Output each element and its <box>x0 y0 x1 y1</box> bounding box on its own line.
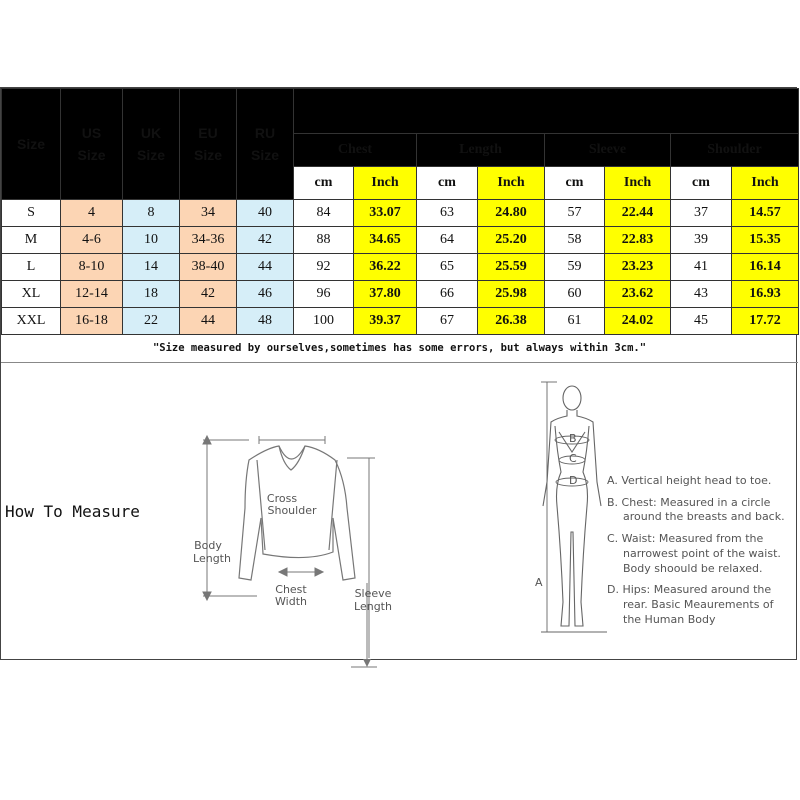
cell-ru: 48 <box>237 308 294 335</box>
cell-shoulder-inch: 15.35 <box>732 227 799 254</box>
cell-length-inch: 25.98 <box>478 281 545 308</box>
cell-chest-inch: 37.80 <box>354 281 417 308</box>
cell-chest-cm: 84 <box>294 200 354 227</box>
body-length-label: Body <box>194 539 222 552</box>
cell-sleeve-inch: 23.62 <box>605 281 671 308</box>
unit-inch: Inch <box>354 167 417 200</box>
cell-sleeve-cm: 58 <box>545 227 605 254</box>
header-size: Size <box>2 89 61 200</box>
cell-eu: 42 <box>180 281 237 308</box>
measurement-legend <box>607 474 787 634</box>
cell-eu: 34-36 <box>180 227 237 254</box>
unit-inch: Inch <box>732 167 799 200</box>
cell-us: 16-18 <box>61 308 123 335</box>
cell-eu: 38-40 <box>180 254 237 281</box>
cell-shoulder-cm: 45 <box>671 308 732 335</box>
sleeve-length-diagram <box>341 583 411 673</box>
cell-chest-inch: 39.37 <box>354 308 417 335</box>
garment-diagram-labels <box>187 400 407 608</box>
cross-shoulder-label-2: Shoulder <box>267 504 317 517</box>
cell-chest-inch: 34.65 <box>354 227 417 254</box>
table-row <box>2 227 799 254</box>
cell-size: S <box>2 200 61 227</box>
cell-eu: 44 <box>180 308 237 335</box>
cell-eu: 34 <box>180 200 237 227</box>
header-uk-size: UK Size <box>123 89 180 200</box>
cell-length-inch: 26.38 <box>478 308 545 335</box>
cell-chest-cm: 92 <box>294 254 354 281</box>
cell-shoulder-cm: 37 <box>671 200 732 227</box>
cell-ru: 42 <box>237 227 294 254</box>
cell-uk: 10 <box>123 227 180 254</box>
cell-shoulder-inch: 16.14 <box>732 254 799 281</box>
cell-chest-cm: 100 <box>294 308 354 335</box>
cell-uk: 14 <box>123 254 180 281</box>
cell-shoulder-cm: 41 <box>671 254 732 281</box>
cell-size: XXL <box>2 308 61 335</box>
size-chart-sheet <box>0 87 797 660</box>
cell-length-cm: 66 <box>417 281 478 308</box>
cell-chest-inch: 33.07 <box>354 200 417 227</box>
cell-shoulder-inch: 17.72 <box>732 308 799 335</box>
header-chest: Chest <box>294 134 417 167</box>
cell-size: XL <box>2 281 61 308</box>
cell-us: 4-6 <box>61 227 123 254</box>
unit-inch: Inch <box>478 167 545 200</box>
cell-uk: 8 <box>123 200 180 227</box>
header-eu-size: EU Size <box>180 89 237 200</box>
cell-size: L <box>2 254 61 281</box>
cell-ru: 46 <box>237 281 294 308</box>
table-row <box>2 254 799 281</box>
unit-cm: cm <box>294 167 354 200</box>
cell-chest-cm: 88 <box>294 227 354 254</box>
header-sleeve: Sleeve <box>545 134 671 167</box>
body-diagram <box>527 382 607 644</box>
cell-length-inch: 25.20 <box>478 227 545 254</box>
header-length: Length <box>417 134 545 167</box>
cell-length-inch: 25.59 <box>478 254 545 281</box>
cell-length-cm: 64 <box>417 227 478 254</box>
cell-length-cm: 65 <box>417 254 478 281</box>
table-row <box>2 200 799 227</box>
size-table <box>1 88 799 335</box>
header-ru-size: RU Size <box>237 89 294 200</box>
cell-chest-inch: 36.22 <box>354 254 417 281</box>
body-length-label-2: Length <box>193 552 231 565</box>
unit-inch: Inch <box>605 167 671 200</box>
cross-shoulder-label: Cross <box>266 492 298 505</box>
body-marker-b: B <box>569 432 577 445</box>
measurement-note: "Size measured by ourselves,sometimes has some errors, but always within 3cm." <box>1 334 798 363</box>
sleeve-length-label: Sleeve <box>354 587 392 600</box>
cell-sleeve-cm: 61 <box>545 308 605 335</box>
cell-shoulder-inch: 16.93 <box>732 281 799 308</box>
legend-item: D. Hips: Measured around the rear. Basic Meaurements of the Human Body <box>607 583 774 626</box>
table-row <box>2 308 799 335</box>
body-marker-a: A <box>535 576 543 589</box>
table-row <box>2 281 799 308</box>
unit-cm: cm <box>545 167 605 200</box>
header-us-size: US Size <box>61 89 123 200</box>
header-shoulder: Shoulder <box>671 134 799 167</box>
how-to-measure-heading: How To Measure <box>5 502 140 521</box>
legend-item: A. Vertical height head to toe. <box>607 474 772 487</box>
cell-length-inch: 24.80 <box>478 200 545 227</box>
cell-us: 4 <box>61 200 123 227</box>
chest-width-label: Chest <box>275 583 307 596</box>
cell-sleeve-cm: 60 <box>545 281 605 308</box>
cell-sleeve-inch: 22.44 <box>605 200 671 227</box>
cell-sleeve-inch: 23.23 <box>605 254 671 281</box>
cell-length-cm: 63 <box>417 200 478 227</box>
body-marker-d: D <box>569 474 578 487</box>
cell-shoulder-inch: 14.57 <box>732 200 799 227</box>
cell-uk: 18 <box>123 281 180 308</box>
cell-size: M <box>2 227 61 254</box>
cell-shoulder-cm: 43 <box>671 281 732 308</box>
cell-ru: 44 <box>237 254 294 281</box>
legend-item: C. Waist: Measured from the narrowest point of the waist. Body shoould be relaxed. <box>607 532 781 575</box>
cell-ru: 40 <box>237 200 294 227</box>
cell-uk: 22 <box>123 308 180 335</box>
unit-cm: cm <box>671 167 732 200</box>
cell-sleeve-cm: 59 <box>545 254 605 281</box>
cell-us: 8-10 <box>61 254 123 281</box>
cell-sleeve-inch: 22.83 <box>605 227 671 254</box>
cell-shoulder-cm: 39 <box>671 227 732 254</box>
header-top-band <box>294 89 799 134</box>
cell-chest-cm: 96 <box>294 281 354 308</box>
sleeve-length-label-2: Length <box>354 600 392 613</box>
cell-sleeve-cm: 57 <box>545 200 605 227</box>
body-marker-c: C <box>569 452 577 465</box>
chest-width-label-2: Width <box>275 595 307 608</box>
cell-us: 12-14 <box>61 281 123 308</box>
cell-length-cm: 67 <box>417 308 478 335</box>
cell-sleeve-inch: 24.02 <box>605 308 671 335</box>
legend-item: B. Chest: Measured in a circle around the breasts and back. <box>607 495 785 524</box>
unit-cm: cm <box>417 167 478 200</box>
